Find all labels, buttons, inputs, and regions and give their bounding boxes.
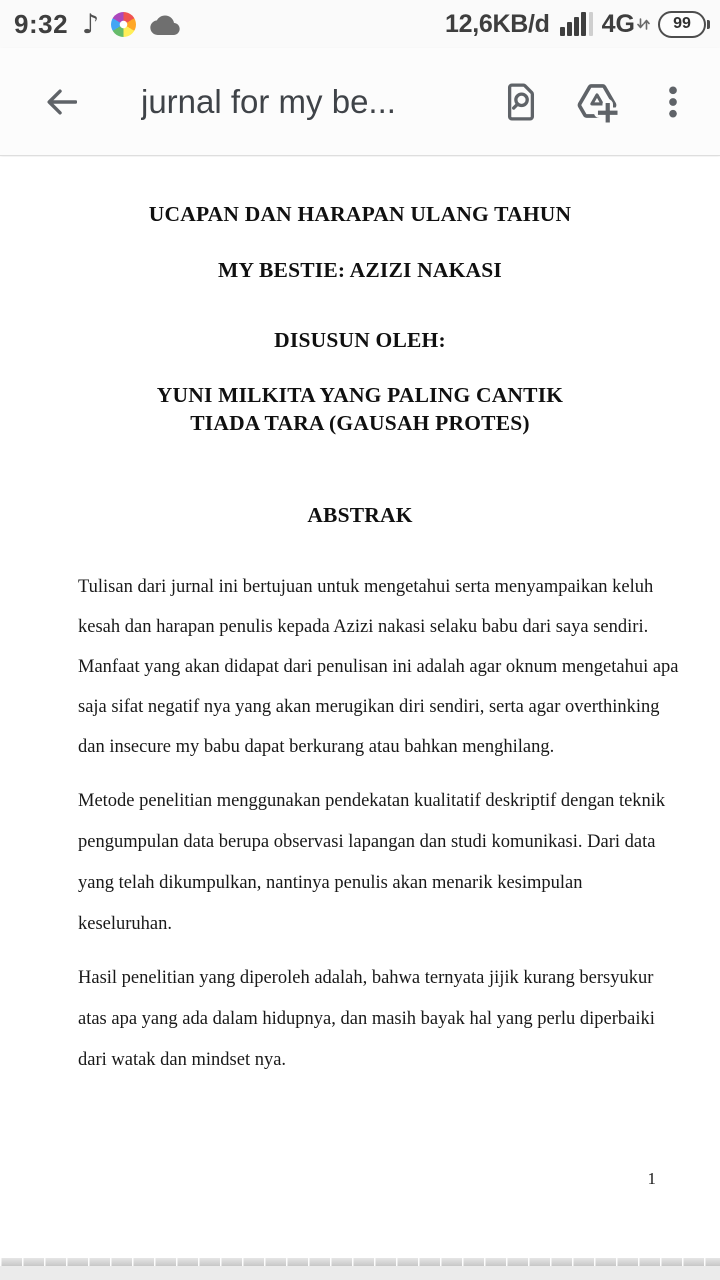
photos-icon xyxy=(111,12,136,37)
add-to-drive-button[interactable] xyxy=(574,79,620,125)
document-page[interactable] xyxy=(0,157,720,1258)
battery-level: 99 xyxy=(673,15,691,32)
page-edge-divider xyxy=(0,1258,720,1266)
more-options-button[interactable] xyxy=(650,79,696,125)
app-bar-actions xyxy=(468,79,696,125)
cloud-icon xyxy=(150,13,180,35)
doc-author-line-1: YUNI MILKITA YANG PALING CANTIK xyxy=(156,383,564,407)
network-speed: 12,6KB/d xyxy=(445,9,550,38)
status-bar-left xyxy=(14,9,180,40)
paragraph-1-line: saja sifat negatif nya yang akan merugikan diri sendiri, serta agar overthinking xyxy=(78,697,660,717)
paragraph-2-line: Metode penelitian menggunakan pendekatan kualitatif deskriptif dengan teknik xyxy=(78,791,666,811)
paragraph-1-line: Tulisan dari jurnal ini bertujuan untuk mengetahui serta menyampaikan keluh xyxy=(78,577,654,597)
page-number: 1 xyxy=(647,1169,656,1188)
paragraph-3-line: atas apa yang ada dalam hidupnya, dan masih bayak hal yang perlu diperbaiki xyxy=(78,1009,655,1029)
paragraph-2-line: pengumpulan data berupa observasi lapangan dan studi komunikasi. Dari data xyxy=(78,832,656,852)
data-arrows-icon xyxy=(637,15,650,33)
paragraph-1-line: dan insecure my babu dapat berkurang atau bahkan menghilang. xyxy=(78,737,555,757)
signal-strength-icon xyxy=(560,11,594,37)
doc-heading-line-2: MY BESTIE: AZIZI NAKASI xyxy=(218,258,502,282)
network-type: 4G xyxy=(601,9,635,38)
music-note-icon: ♪ xyxy=(82,8,100,40)
paragraph-1-line: kesah dan harapan penulis kepada Azizi nakasi selaku babu dari saya sendiri. xyxy=(78,617,649,637)
doc-section-heading: ABSTRAK xyxy=(307,503,413,527)
background-below-page xyxy=(0,1266,720,1280)
status-bar xyxy=(0,0,720,48)
find-in-document-button[interactable] xyxy=(498,79,544,125)
app-bar xyxy=(0,48,720,156)
doc-heading-line-1: UCAPAN DAN HARAPAN ULANG TAHUN xyxy=(148,202,572,226)
paragraph-1-line: Manfaat yang akan didapat dari penulisan ini adalah agar oknum mengetahui apa xyxy=(78,657,679,677)
paragraph-2-line: keseluruhan. xyxy=(78,914,173,934)
paragraph-3-line: dari watak dan mindset nya. xyxy=(78,1050,287,1070)
status-bar-right xyxy=(445,10,706,39)
paragraph-2-line: yang telah dikumpulkan, nantinya penulis akan menarik kesimpulan xyxy=(78,873,583,893)
paragraph-3-line: Hasil penelitian yang diperoleh adalah, bahwa ternyata jijik kurang bersyukur xyxy=(78,968,654,988)
document-title: jurnal for my be... xyxy=(141,82,396,120)
back-button[interactable] xyxy=(39,83,77,121)
clock: 9:32 xyxy=(14,8,69,39)
battery-indicator xyxy=(658,11,706,38)
doc-subheading: DISUSUN OLEH: xyxy=(274,328,446,352)
doc-author-line-2: TIADA TARA (GAUSAH PROTES) xyxy=(190,411,530,435)
